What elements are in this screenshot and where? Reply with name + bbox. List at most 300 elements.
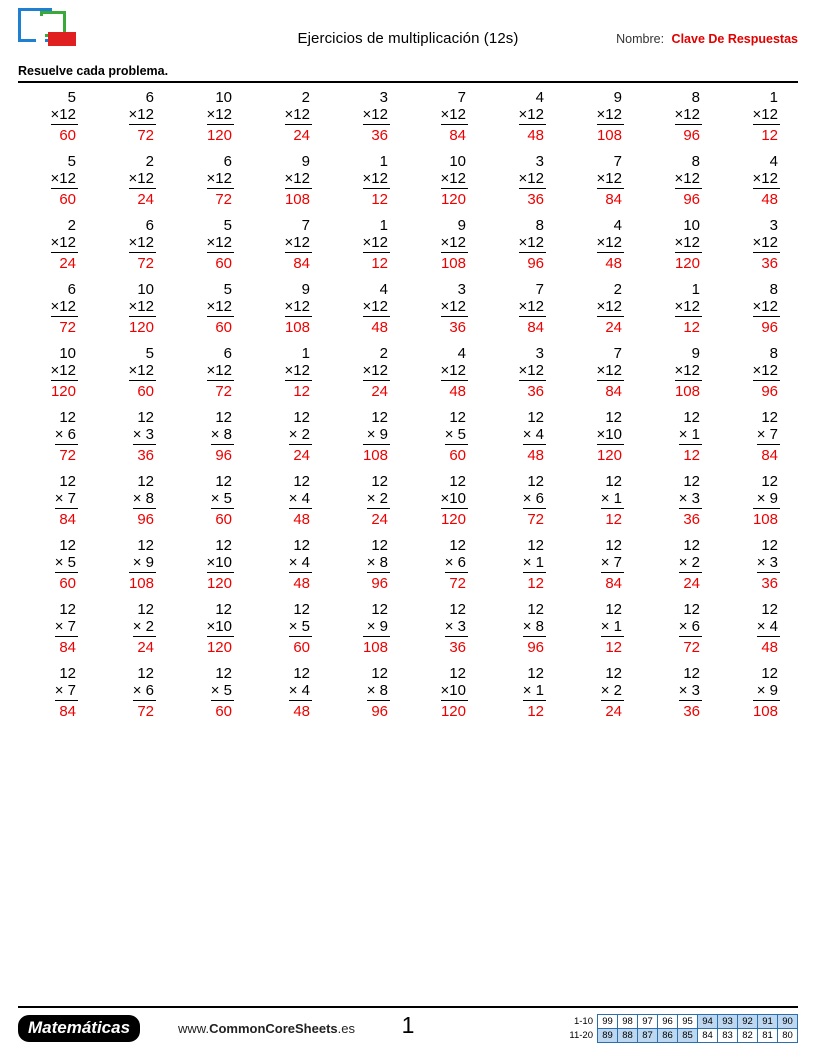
problem bbox=[679, 537, 702, 592]
multiplier: ×12 bbox=[362, 298, 388, 315]
problem-cell bbox=[252, 89, 330, 144]
multiplicand: 12 bbox=[137, 409, 154, 426]
answer: 24 bbox=[137, 191, 154, 208]
problem-cell bbox=[18, 345, 96, 400]
multiplier: ×12 bbox=[206, 298, 232, 315]
score-table-body bbox=[559, 1015, 798, 1043]
problem-cell bbox=[642, 89, 720, 144]
multiplicand: 12 bbox=[137, 665, 154, 682]
multiplier: × 5 bbox=[54, 554, 76, 571]
score-cell: 91 bbox=[758, 1015, 778, 1029]
multiplicand: 12 bbox=[761, 537, 778, 554]
multiplier: ×12 bbox=[128, 362, 154, 379]
problem-cell bbox=[486, 153, 564, 208]
problem bbox=[207, 89, 234, 144]
name-label: Nombre: bbox=[616, 32, 665, 46]
multiplicand: 12 bbox=[605, 601, 622, 618]
problem bbox=[757, 537, 780, 592]
problem bbox=[675, 89, 702, 144]
multiplicand: 8 bbox=[691, 153, 700, 170]
multiplier: ×10 bbox=[206, 618, 232, 635]
answer: 72 bbox=[215, 383, 232, 400]
multiplicand: 5 bbox=[67, 153, 76, 170]
multiplier: ×10 bbox=[206, 554, 232, 571]
answer: 36 bbox=[527, 383, 544, 400]
score-cell: 93 bbox=[718, 1015, 738, 1029]
score-cell: 80 bbox=[778, 1029, 798, 1043]
multiplier: ×12 bbox=[518, 298, 544, 315]
problem-cell bbox=[564, 217, 642, 272]
multiplicand: 9 bbox=[301, 281, 310, 298]
multiplier: × 3 bbox=[132, 426, 154, 443]
problem bbox=[207, 281, 234, 336]
brand-badge: Matemáticas bbox=[18, 1015, 140, 1042]
multiplier: × 9 bbox=[363, 618, 390, 637]
page-number: 1 bbox=[401, 1012, 415, 1038]
multiplier: ×10 bbox=[440, 490, 466, 507]
answer: 48 bbox=[449, 383, 466, 400]
multiplicand: 4 bbox=[769, 153, 778, 170]
multiplier: × 8 bbox=[132, 490, 154, 507]
problem bbox=[363, 281, 390, 336]
answer: 48 bbox=[605, 255, 622, 272]
multiplier: ×12 bbox=[284, 234, 310, 251]
problem bbox=[441, 665, 468, 720]
problem bbox=[753, 281, 780, 336]
multiplicand: 12 bbox=[683, 537, 700, 554]
answer: 36 bbox=[527, 191, 544, 208]
answer: 120 bbox=[206, 639, 232, 656]
answer: 108 bbox=[362, 639, 388, 656]
problem-row bbox=[18, 345, 798, 400]
multiplicand: 8 bbox=[769, 345, 778, 362]
multiplicand: 3 bbox=[457, 281, 466, 298]
score-cell: 95 bbox=[678, 1015, 698, 1029]
problem bbox=[207, 153, 234, 208]
multiplicand: 12 bbox=[293, 409, 310, 426]
multiplier: ×12 bbox=[50, 362, 76, 379]
problem-cell bbox=[174, 601, 252, 656]
answer: 120 bbox=[596, 447, 622, 464]
multiplier: × 4 bbox=[288, 554, 310, 571]
multiplier: ×12 bbox=[284, 106, 310, 123]
score-cell: 85 bbox=[678, 1029, 698, 1043]
multiplier: ×12 bbox=[284, 362, 310, 379]
multiplicand: 12 bbox=[527, 665, 544, 682]
problem bbox=[519, 153, 546, 208]
multiplicand: 12 bbox=[683, 601, 700, 618]
problem-cell bbox=[96, 601, 174, 656]
answer: 12 bbox=[683, 319, 700, 336]
multiplier: × 1 bbox=[522, 554, 544, 571]
problem bbox=[211, 473, 234, 528]
multiplicand: 12 bbox=[605, 537, 622, 554]
multiplier: × 5 bbox=[210, 490, 232, 507]
problem-cell bbox=[18, 537, 96, 592]
multiplicand: 5 bbox=[67, 89, 76, 106]
problem-cell bbox=[174, 281, 252, 336]
multiplier: ×12 bbox=[752, 234, 778, 251]
problem-cell bbox=[642, 409, 720, 464]
multiplicand: 4 bbox=[379, 281, 388, 298]
multiplier: ×12 bbox=[362, 170, 388, 187]
multiplier: × 1 bbox=[522, 682, 544, 699]
multiplier: ×12 bbox=[596, 234, 622, 251]
answer: 12 bbox=[761, 127, 778, 144]
name-value: Clave De Respuestas bbox=[671, 32, 798, 46]
problem-cell bbox=[720, 665, 798, 720]
problem-cell bbox=[96, 89, 174, 144]
answer: 60 bbox=[137, 383, 154, 400]
problem bbox=[133, 473, 156, 528]
multiplier: ×12 bbox=[284, 298, 310, 315]
multiplicand: 8 bbox=[769, 281, 778, 298]
answer: 48 bbox=[527, 447, 544, 464]
multiplier: ×12 bbox=[50, 298, 76, 315]
problem bbox=[289, 665, 312, 720]
multiplicand: 10 bbox=[137, 281, 154, 298]
multiplier: ×12 bbox=[518, 234, 544, 251]
answer: 48 bbox=[761, 191, 778, 208]
problem bbox=[51, 281, 78, 336]
problem-cell bbox=[564, 537, 642, 592]
multiplier: × 3 bbox=[444, 618, 466, 635]
problem bbox=[289, 601, 312, 656]
multiplicand: 12 bbox=[371, 409, 388, 426]
multiplicand: 6 bbox=[223, 345, 232, 362]
problem-cell bbox=[18, 473, 96, 528]
multiplier: ×12 bbox=[440, 106, 466, 123]
problem-cell bbox=[408, 601, 486, 656]
problem-cell bbox=[564, 345, 642, 400]
problem bbox=[285, 281, 312, 336]
multiplier: ×12 bbox=[206, 106, 232, 123]
multiplicand: 12 bbox=[137, 473, 154, 490]
multiplicand: 12 bbox=[371, 473, 388, 490]
answer: 60 bbox=[59, 127, 76, 144]
answer: 24 bbox=[683, 575, 700, 592]
answer: 120 bbox=[674, 255, 700, 272]
answer: 24 bbox=[293, 127, 310, 144]
multiplier: ×12 bbox=[362, 234, 388, 251]
multiplier: ×12 bbox=[596, 298, 622, 315]
score-row-label: 1-10 bbox=[573, 1016, 593, 1027]
answer: 48 bbox=[527, 127, 544, 144]
multiplier: × 9 bbox=[753, 682, 780, 701]
answer: 60 bbox=[215, 255, 232, 272]
multiplier: ×12 bbox=[128, 298, 154, 315]
problem bbox=[367, 665, 390, 720]
multiplier: ×12 bbox=[596, 106, 622, 123]
multiplier: × 7 bbox=[600, 554, 622, 571]
answer: 48 bbox=[293, 703, 310, 720]
multiplier: × 6 bbox=[678, 618, 700, 635]
problem-cell bbox=[174, 473, 252, 528]
multiplicand: 7 bbox=[457, 89, 466, 106]
page-title: Ejercicios de multiplicación (12s) bbox=[297, 30, 519, 47]
multiplicand: 12 bbox=[449, 409, 466, 426]
problem-cell bbox=[642, 665, 720, 720]
problem bbox=[441, 345, 468, 400]
multiplier: × 2 bbox=[600, 682, 622, 699]
problem bbox=[597, 89, 624, 144]
problem-cell bbox=[408, 281, 486, 336]
multiplicand: 3 bbox=[535, 153, 544, 170]
problem bbox=[55, 601, 78, 656]
problem-cell bbox=[252, 537, 330, 592]
multiplier: × 1 bbox=[678, 426, 700, 443]
answer: 12 bbox=[527, 703, 544, 720]
multiplier: × 3 bbox=[756, 554, 778, 571]
multiplicand: 6 bbox=[67, 281, 76, 298]
multiplicand: 12 bbox=[215, 409, 232, 426]
problem-cell bbox=[720, 217, 798, 272]
multiplicand: 7 bbox=[301, 217, 310, 234]
multiplier: × 5 bbox=[210, 682, 232, 699]
problem bbox=[367, 473, 390, 528]
problem-cell bbox=[408, 345, 486, 400]
multiplicand: 12 bbox=[605, 409, 622, 426]
multiplier: ×12 bbox=[674, 362, 700, 379]
answer: 84 bbox=[527, 319, 544, 336]
problem bbox=[519, 89, 546, 144]
multiplier: ×12 bbox=[440, 170, 466, 187]
multiplicand: 7 bbox=[613, 153, 622, 170]
multiplier: ×12 bbox=[50, 170, 76, 187]
problem bbox=[523, 601, 546, 656]
multiplier: ×12 bbox=[50, 234, 76, 251]
answer: 72 bbox=[527, 511, 544, 528]
problem bbox=[211, 665, 234, 720]
problem-cell bbox=[330, 89, 408, 144]
answer: 108 bbox=[284, 191, 310, 208]
multiplicand: 2 bbox=[379, 345, 388, 362]
multiplicand: 3 bbox=[379, 89, 388, 106]
answer: 24 bbox=[605, 703, 622, 720]
problem-cell bbox=[720, 153, 798, 208]
problem bbox=[211, 409, 234, 464]
multiplicand: 12 bbox=[59, 601, 76, 618]
multiplier: × 2 bbox=[678, 554, 700, 571]
answer: 84 bbox=[59, 639, 76, 656]
multiplier: × 6 bbox=[444, 554, 466, 571]
problem-cell bbox=[330, 281, 408, 336]
problem bbox=[753, 89, 780, 144]
problem-row bbox=[18, 89, 798, 144]
multiplier: × 2 bbox=[288, 426, 310, 443]
problem bbox=[445, 409, 468, 464]
multiplier: ×12 bbox=[128, 234, 154, 251]
problem-cell bbox=[96, 281, 174, 336]
multiplier: × 5 bbox=[444, 426, 466, 443]
problem bbox=[285, 153, 312, 208]
problem bbox=[601, 601, 624, 656]
problem bbox=[133, 409, 156, 464]
multiplier: ×12 bbox=[596, 362, 622, 379]
answer: 84 bbox=[59, 511, 76, 528]
answer: 120 bbox=[50, 383, 76, 400]
multiplicand: 12 bbox=[683, 665, 700, 682]
problem-cell bbox=[642, 217, 720, 272]
answer: 96 bbox=[527, 639, 544, 656]
multiplicand: 12 bbox=[137, 537, 154, 554]
problem-cell bbox=[720, 601, 798, 656]
problem bbox=[441, 153, 468, 208]
problem bbox=[445, 601, 468, 656]
problem bbox=[207, 537, 234, 592]
problem-cell bbox=[564, 601, 642, 656]
problem-cell bbox=[252, 473, 330, 528]
multiplicand: 1 bbox=[691, 281, 700, 298]
problem-cell bbox=[486, 217, 564, 272]
answer: 84 bbox=[293, 255, 310, 272]
score-cell: 99 bbox=[598, 1015, 618, 1029]
multiplicand: 5 bbox=[223, 281, 232, 298]
answer: 108 bbox=[284, 319, 310, 336]
problem bbox=[289, 473, 312, 528]
problem bbox=[441, 89, 468, 144]
multiplicand: 6 bbox=[145, 217, 154, 234]
problem bbox=[675, 217, 702, 272]
problem-cell bbox=[720, 281, 798, 336]
problem bbox=[51, 89, 78, 144]
problem-cell bbox=[18, 665, 96, 720]
problem-cell bbox=[564, 89, 642, 144]
problem bbox=[519, 345, 546, 400]
answer: 120 bbox=[440, 511, 466, 528]
multiplicand: 12 bbox=[371, 665, 388, 682]
multiplier: × 9 bbox=[363, 426, 390, 445]
problem-cell bbox=[486, 537, 564, 592]
multiplier: × 7 bbox=[756, 426, 778, 443]
score-cell: 98 bbox=[618, 1015, 638, 1029]
answer: 48 bbox=[371, 319, 388, 336]
problem-cell bbox=[174, 537, 252, 592]
problem-cell bbox=[252, 601, 330, 656]
problem-cell bbox=[174, 217, 252, 272]
problem bbox=[363, 409, 390, 464]
answer: 48 bbox=[761, 639, 778, 656]
multiplicand: 8 bbox=[691, 89, 700, 106]
problem-cell bbox=[720, 89, 798, 144]
score-cell: 84 bbox=[698, 1029, 718, 1043]
problem-row bbox=[18, 537, 798, 592]
problem-cell bbox=[486, 89, 564, 144]
problem-cell bbox=[252, 345, 330, 400]
multiplicand: 3 bbox=[769, 217, 778, 234]
problem bbox=[523, 473, 546, 528]
score-cell: 83 bbox=[718, 1029, 738, 1043]
multiplicand: 12 bbox=[605, 665, 622, 682]
problem bbox=[133, 665, 156, 720]
multiplicand: 12 bbox=[293, 601, 310, 618]
answer: 108 bbox=[752, 703, 778, 720]
problem bbox=[757, 409, 780, 464]
multiplicand: 12 bbox=[293, 473, 310, 490]
multiplicand: 7 bbox=[535, 281, 544, 298]
problem-cell bbox=[96, 473, 174, 528]
score-cell: 87 bbox=[638, 1029, 658, 1043]
multiplicand: 4 bbox=[613, 217, 622, 234]
answer: 108 bbox=[362, 447, 388, 464]
answer: 96 bbox=[371, 703, 388, 720]
multiplier: ×12 bbox=[206, 170, 232, 187]
multiplicand: 12 bbox=[761, 409, 778, 426]
problem bbox=[679, 409, 702, 464]
answer: 120 bbox=[206, 127, 232, 144]
problem-cell bbox=[408, 473, 486, 528]
problem-cell bbox=[720, 537, 798, 592]
multiplicand: 7 bbox=[613, 345, 622, 362]
score-cell: 81 bbox=[758, 1029, 778, 1043]
problem bbox=[129, 281, 156, 336]
problem bbox=[445, 537, 468, 592]
multiplicand: 9 bbox=[691, 345, 700, 362]
answer: 24 bbox=[371, 383, 388, 400]
problem bbox=[523, 409, 546, 464]
name-field bbox=[616, 32, 798, 46]
problem bbox=[679, 665, 702, 720]
answer: 108 bbox=[674, 383, 700, 400]
multiplicand: 2 bbox=[301, 89, 310, 106]
multiplier: ×12 bbox=[284, 170, 310, 187]
answer: 24 bbox=[605, 319, 622, 336]
multiplicand: 12 bbox=[449, 665, 466, 682]
problem bbox=[597, 217, 624, 272]
problem-cell bbox=[18, 89, 96, 144]
multiplier: × 6 bbox=[132, 682, 154, 699]
answer: 96 bbox=[215, 447, 232, 464]
multiplicand: 12 bbox=[215, 601, 232, 618]
problem bbox=[363, 217, 390, 272]
answer: 36 bbox=[683, 703, 700, 720]
multiplicand: 1 bbox=[379, 217, 388, 234]
multiplier: × 9 bbox=[753, 490, 780, 509]
problem bbox=[601, 537, 624, 592]
problem bbox=[55, 665, 78, 720]
answer: 72 bbox=[449, 575, 466, 592]
answer: 84 bbox=[761, 447, 778, 464]
problem bbox=[679, 473, 702, 528]
problem-cell bbox=[18, 409, 96, 464]
footer-divider bbox=[18, 1006, 798, 1008]
answer: 60 bbox=[59, 191, 76, 208]
multiplier: × 6 bbox=[54, 426, 76, 443]
answer: 12 bbox=[371, 255, 388, 272]
multiplicand: 12 bbox=[527, 601, 544, 618]
multiplier: ×12 bbox=[518, 362, 544, 379]
multiplicand: 12 bbox=[215, 537, 232, 554]
multiplier: × 4 bbox=[522, 426, 544, 443]
problem bbox=[129, 217, 156, 272]
answer: 12 bbox=[293, 383, 310, 400]
multiplicand: 12 bbox=[527, 537, 544, 554]
multiplicand: 6 bbox=[145, 89, 154, 106]
problem bbox=[129, 89, 156, 144]
problem-cell bbox=[642, 345, 720, 400]
multiplier: × 9 bbox=[129, 554, 156, 573]
multiplier: ×12 bbox=[440, 234, 466, 251]
answer: 84 bbox=[449, 127, 466, 144]
answer: 96 bbox=[371, 575, 388, 592]
multiplicand: 10 bbox=[215, 89, 232, 106]
problem bbox=[363, 601, 390, 656]
problem-cell bbox=[486, 601, 564, 656]
problem bbox=[753, 665, 780, 720]
problem bbox=[51, 217, 78, 272]
problem-cell bbox=[252, 281, 330, 336]
problem-row bbox=[18, 153, 798, 208]
